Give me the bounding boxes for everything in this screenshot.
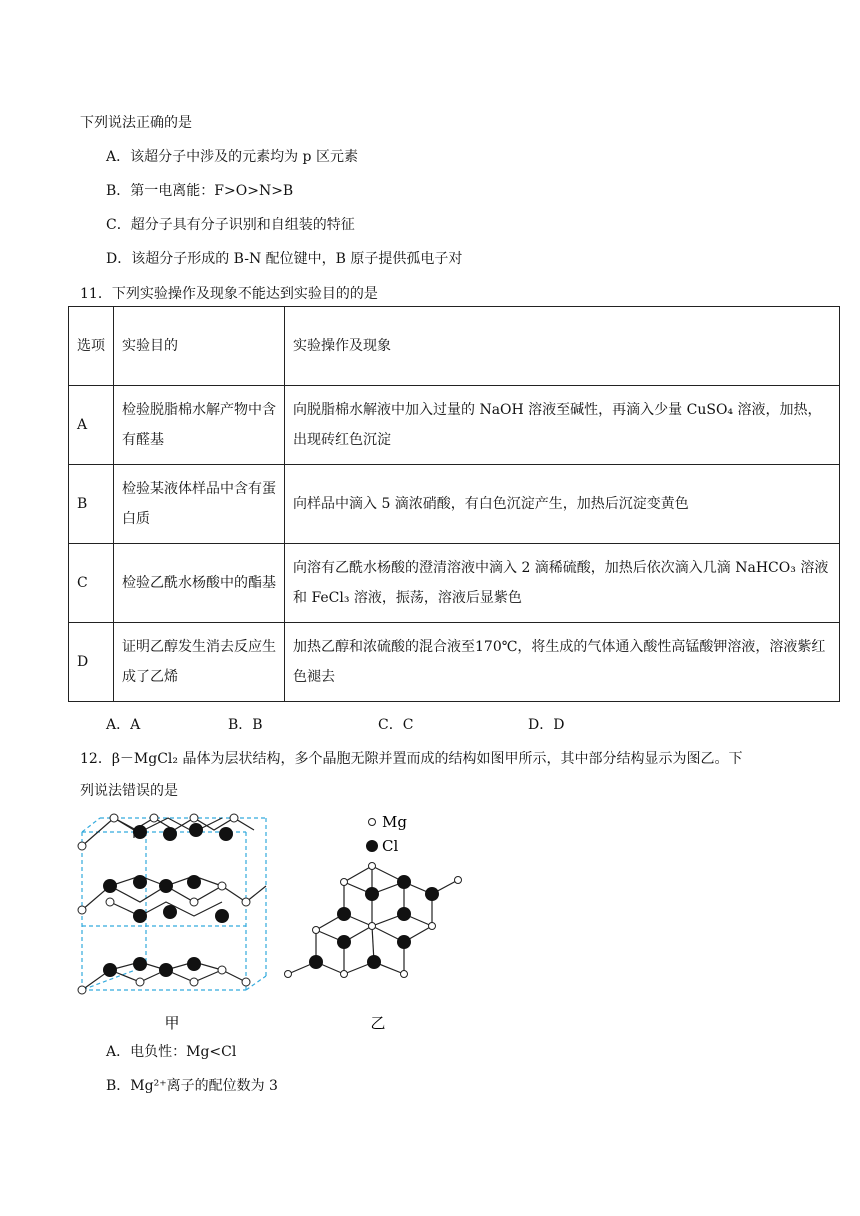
cl-atom: [103, 879, 117, 893]
cl-atom: [397, 935, 411, 949]
mg-atom: [341, 971, 348, 978]
row-purpose: 检验某液体样品中含有蛋白质: [114, 465, 285, 544]
figure-a-layered-crystal: [70, 806, 280, 1036]
cl-atom: [337, 935, 351, 949]
cl-atom: [397, 875, 411, 889]
q12-stem-line2: 列说法错误的是: [80, 783, 178, 799]
q11-answer-b: B．B: [228, 717, 263, 733]
header-option: 选项: [69, 307, 114, 386]
q12-option-b: B．Mg²⁺离子的配位数为 3: [106, 1078, 278, 1094]
mg-atom: [341, 879, 348, 886]
row-option: D: [69, 623, 114, 702]
cl-atom: [159, 879, 173, 893]
row-purpose: 检验乙酰水杨酸中的酯基: [114, 544, 285, 623]
legend-cl-label: Cl: [382, 837, 399, 855]
row-operation: 向样品中滴入 5 滴浓硝酸，有白色沉淀产生，加热后沉淀变黄色: [285, 465, 840, 544]
row-option: C: [69, 544, 114, 623]
q11-table: [68, 306, 840, 702]
mg-atom: [136, 978, 144, 986]
mg-atom: [429, 923, 436, 930]
table-row: [69, 465, 840, 544]
header-purpose: 实验目的: [114, 307, 285, 386]
cl-atom: [215, 909, 229, 923]
mg-atom: [106, 898, 114, 906]
mg-atom: [78, 986, 86, 994]
q11-answer-a: A．A: [106, 717, 141, 733]
row-option: A: [69, 386, 114, 465]
row-operation: 加热乙醇和浓硫酸的混合液至170℃，将生成的气体通入酸性高锰酸钾溶液，溶液紫红色褪去: [285, 623, 840, 702]
q12-option-a: A．电负性：Mg<Cl: [106, 1044, 237, 1060]
mg-atom: [218, 966, 226, 974]
cl-atom: [337, 907, 351, 921]
cl-atom: [133, 825, 147, 839]
figure-b-layer: [280, 806, 480, 1036]
cl-atom: [163, 905, 177, 919]
figure-b-caption: 乙: [370, 1014, 386, 1032]
q10-option-b: B．第一电离能：F>O>N>B: [106, 183, 294, 199]
mg-atom: [455, 877, 462, 884]
cl-atom: [187, 957, 201, 971]
legend-mg-marker: [369, 819, 376, 826]
mg-atom: [78, 906, 86, 914]
header-operation: 实验操作及现象: [285, 307, 840, 386]
q11-stem: 11．下列实验操作及现象不能达到实验目的的是: [80, 286, 378, 302]
q10-option-c: C．超分子具有分子识别和自组装的特征: [106, 217, 355, 233]
table-row: [69, 544, 840, 623]
mg-atom: [218, 882, 226, 890]
table-row: [69, 386, 840, 465]
mg-atom: [110, 814, 118, 822]
cl-atom: [163, 827, 177, 841]
row-purpose: 检验脱脂棉水解产物中含有醛基: [114, 386, 285, 465]
mg-atom: [190, 814, 198, 822]
cl-atom: [425, 887, 439, 901]
table-header-row: [69, 307, 840, 386]
cl-atom: [133, 875, 147, 889]
mg-atom: [242, 978, 250, 986]
mg-atom: [313, 927, 320, 934]
q10-stem: 下列说法正确的是: [80, 115, 192, 131]
cl-atom: [367, 955, 381, 969]
row-purpose: 证明乙醇发生消去反应生成了乙烯: [114, 623, 285, 702]
cl-atom: [133, 957, 147, 971]
mg-atom: [190, 978, 198, 986]
mg-atom: [369, 923, 376, 930]
q11-answer-c: C．C: [378, 717, 414, 733]
legend-mg-label: Mg: [382, 813, 407, 831]
mg-atom: [150, 814, 158, 822]
row-operation: 向溶有乙酰水杨酸的澄清溶液中滴入 2 滴稀硫酸，加热后依次滴入几滴 NaHCO₃ 溶液和 FeCl₃ 溶液，振荡，溶液后显紫色: [285, 544, 840, 623]
mg-atom: [401, 971, 408, 978]
cl-atom: [159, 963, 173, 977]
q12-stem-line1: 12．β－MgCl₂ 晶体为层状结构，多个晶胞无隙并置而成的结构如图甲所示，其中部分结构显示为图乙。下: [80, 751, 743, 767]
mg-atom: [285, 971, 292, 978]
mg-atom: [78, 842, 86, 850]
cl-atom: [219, 827, 233, 841]
mg-atom: [230, 814, 238, 822]
table-row: [69, 623, 840, 702]
cl-atom: [309, 955, 323, 969]
row-option: B: [69, 465, 114, 544]
cl-atom: [365, 887, 379, 901]
cl-atom: [133, 909, 147, 923]
cl-atom: [103, 963, 117, 977]
mg-atom: [369, 863, 376, 870]
mg-atom: [242, 898, 250, 906]
figure-a-caption: 甲: [164, 1014, 180, 1032]
q10-option-a: A．该超分子中涉及的元素均为 p 区元素: [106, 149, 358, 165]
q10-option-d: D．该超分子形成的 B-N 配位键中，B 原子提供孤电子对: [106, 251, 463, 267]
row-operation: 向脱脂棉水解液中加入过量的 NaOH 溶液至碱性，再滴入少量 CuSO₄ 溶液，加热，出现砖红色沉淀: [285, 386, 840, 465]
q11-answer-d: D．D: [528, 717, 565, 733]
legend-cl-marker: [366, 840, 378, 852]
cl-atom: [189, 823, 203, 837]
cl-atom: [397, 907, 411, 921]
mg-atom: [190, 898, 198, 906]
cl-atom: [187, 875, 201, 889]
